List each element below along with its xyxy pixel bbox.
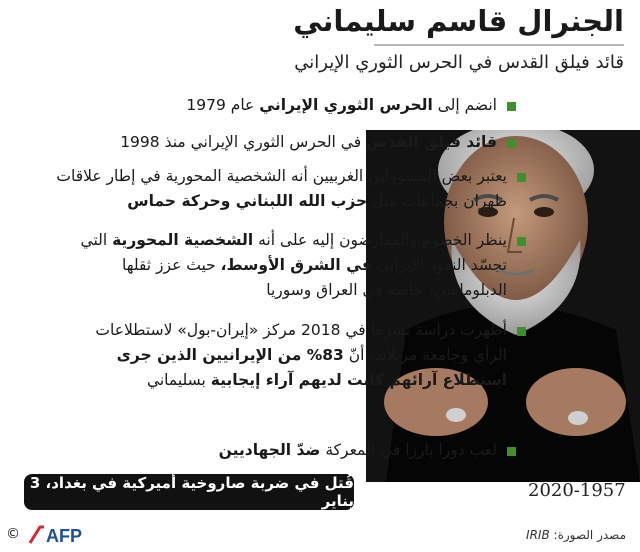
life-years: 2020-1957 [528,480,626,501]
list-item: انضم إلى الحرس الثوري الإيراني عام 1979 [186,93,516,118]
bullet-icon [517,173,526,182]
list-item: قائد فيلق القدس في الحرس الثوري الإيراني منذ 1998 [120,130,516,155]
copyright-symbol: © [6,526,20,542]
bullet-icon [507,447,516,456]
afp-logo-icon [26,523,106,551]
list-item: ينظر الخصوم والمعارضون إليه على أنه الشخصية المحورية التي تجسّد النفوذ الإيراني في الشرق الأوسط، حيث عزز ثقلها الدبلوماسي، خاصة في العراق وسوريا [56,228,526,303]
death-note-banner: قُتل في ضربة صاروخية أميركية في بغداد، 3 يناير [24,474,354,510]
page-title: الجنرال قاسم سليماني [293,4,624,38]
footer [0,520,640,552]
bullet-icon [517,237,526,246]
bullet-icon [507,102,516,111]
page-subtitle: قائد فيلق القدس في الحرس الثوري الإيراني [294,52,624,73]
afp-logo-text: AFP [46,526,82,546]
bullet-icon [507,139,516,148]
list-item: لعب دورا بارزا في المعركة ضدّ الجهاديين [219,438,516,463]
bullet-icon [517,327,526,336]
list-item: أظهرت دراسة نشرها في 2018 مركز «إيران-بول» لاستطلاعات الرأي وجامعة مريلاند، أنّ 83% من الإيرانيين الذين جرى استطلاع آرائهم كانت لديهم آراء إيجابية بسليماني [76,318,526,393]
photo-source: مصدر الصورة: IRIB [526,528,626,542]
title-divider [374,44,624,46]
list-item: يعتبر بعض المسؤولين الغربيين أنه الشخصية المحورية في إطار علاقات طهران بجماعات مثل حزب الله اللبناني وحركة حماس [36,164,526,214]
